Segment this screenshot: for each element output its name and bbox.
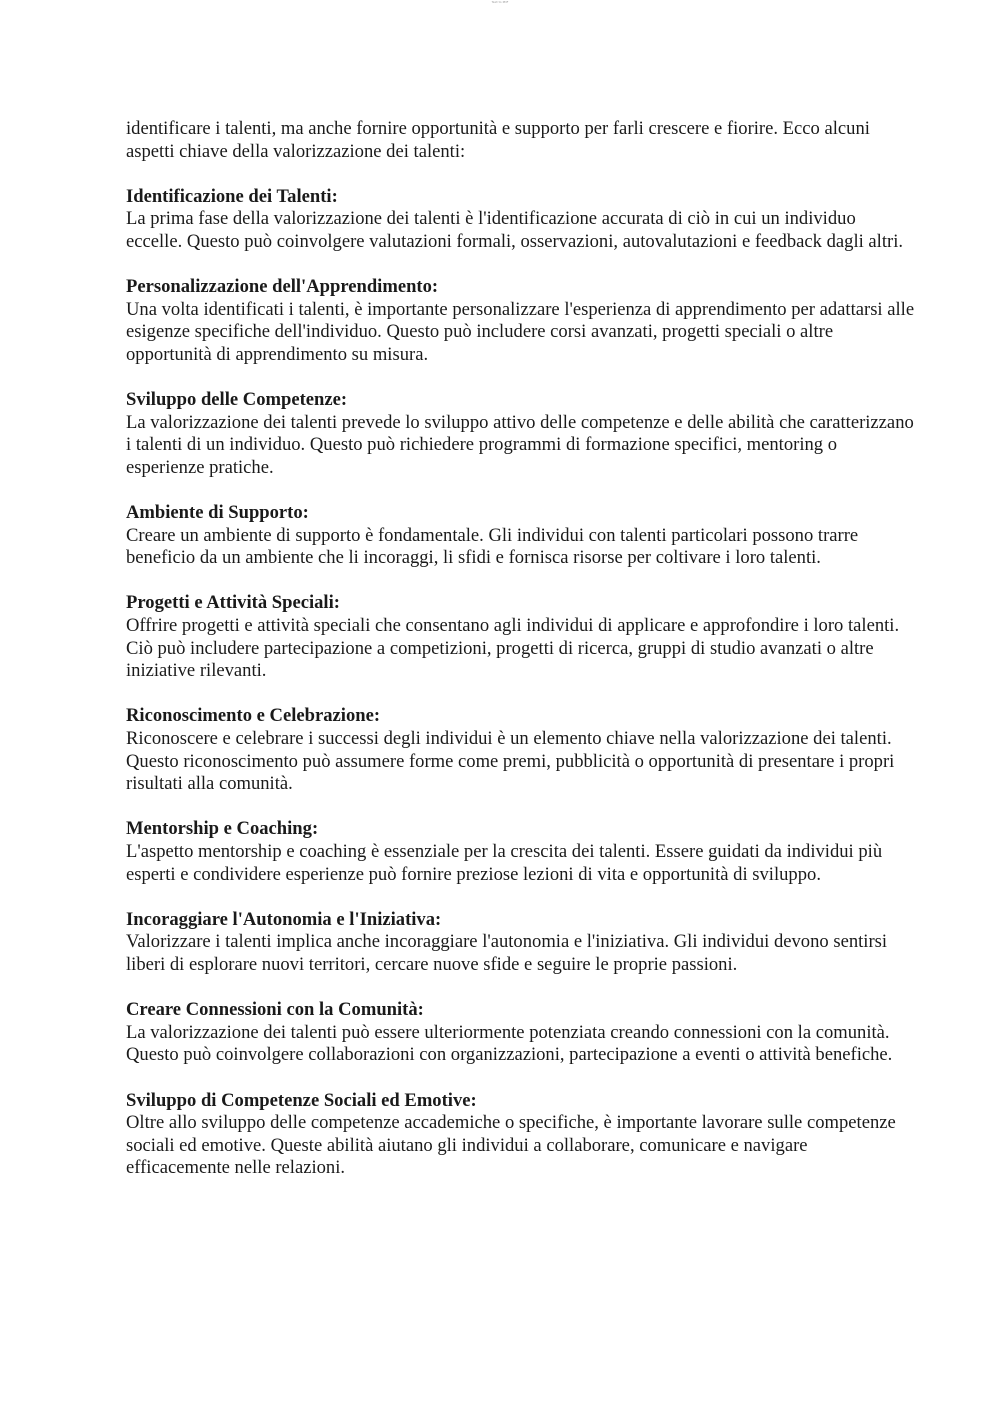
page-header-mark: Text to PDF [491, 0, 509, 4]
section-progetti-speciali [126, 592, 916, 682]
section-body: La prima fase della valorizzazione dei talenti è l'identificazione accurata di ciò in cui un individuo eccelle. Questo può coinvolgere valutazioni formali, osservazioni, autovalutazioni e feedback dagli altri. [126, 208, 904, 252]
section-identificazione [126, 186, 916, 254]
section-body: Creare un ambiente di supporto è fondamentale. Gli individui con talenti particolari possono trarre beneficio da un ambiente che li incoraggi, li sfidi e fornisca risorse per coltivare i loro talenti. [126, 524, 859, 569]
section-riconoscimento [126, 705, 916, 795]
section-personalizzazione [126, 276, 916, 366]
section-heading: Sviluppo di Competenze Sociali ed Emotive: [126, 1089, 477, 1111]
section-autonomia [126, 909, 916, 977]
section-heading: Creare Connessioni con la Comunità: [126, 999, 424, 1021]
section-ambiente-supporto [126, 502, 916, 570]
section-body: Offrire progetti e attività speciali che consentano agli individui di applicare e approfondire i loro talenti. Ciò può includere partecipazione a competizioni, progetti di ricerca, gruppi di studio avanzati o altre iniziative rilevanti. [126, 615, 900, 682]
section-heading: Identificazione dei Talenti: [126, 185, 338, 207]
section-body: Oltre allo sviluppo delle competenze accademiche o specifiche, è importante lavorare sulle competenze sociali ed emotive. Queste abilità aiutano gli individui a collaborare, comunicare e navigare efficacemente nelle relazioni. [126, 1112, 896, 1179]
section-body: L'aspetto mentorship e coaching è essenziale per la crescita dei talenti. Essere guidati da individui più esperti e condividere esperienze può fornire preziose lezioni di vita e opportunità di sviluppo. [126, 841, 883, 885]
document-page [126, 118, 916, 1180]
section-sviluppo-competenze [126, 389, 916, 479]
section-body: La valorizzazione dei talenti può essere ulteriormente potenziata creando connessioni con la comunità. Questo può coinvolgere collaborazioni con organizzazioni, partecipazione a eventi o attività benefiche. [126, 1021, 893, 1066]
section-body: La valorizzazione dei talenti prevede lo sviluppo attivo delle competenze e delle abilità che caratterizzano i talenti di un individuo. Questo può richiedere programmi di formazione specifici, mentoring o esperienze pratiche. [126, 411, 914, 478]
section-heading: Progetti e Attività Speciali: [126, 592, 340, 614]
section-competenze-sociali [126, 1090, 916, 1180]
section-heading: Personalizzazione dell'Apprendimento: [126, 276, 439, 298]
section-heading: Mentorship e Coaching: [126, 818, 319, 840]
section-connessioni-comunita [126, 999, 916, 1067]
section-heading: Riconoscimento e Celebrazione: [126, 705, 381, 727]
section-body: Riconoscere e celebrare i successi degli individui è un elemento chiave nella valorizzazione dei talenti. Questo riconoscimento può assumere forme come premi, pubblicità o opportunità di presentare i propri risultati alla comunità. [126, 728, 895, 795]
section-heading: Sviluppo delle Competenze: [126, 389, 348, 411]
intro-paragraph: identificare i talenti, ma anche fornire opportunità e supporto per farli crescere e fiorire. Ecco alcuni aspetti chiave della valorizzazione dei talenti: [126, 118, 870, 162]
section-heading: Incoraggiare l'Autonomia e l'Iniziativa: [126, 908, 442, 930]
section-heading: Ambiente di Supporto: [126, 502, 309, 524]
section-mentorship [126, 818, 916, 886]
section-body: Una volta identificati i talenti, è importante personalizzare l'esperienza di apprendimento per adattarsi alle esigenze specifiche dell'individuo. Questo può includere corsi avanzati, progetti speciali o altre opportunità di apprendimento su misura. [126, 298, 915, 365]
section-body: Valorizzare i talenti implica anche incoraggiare l'autonomia e l'iniziativa. Gli individui devono sentirsi liberi di esplorare nuovi territori, cercare nuove sfide e seguire le proprie passioni. [126, 931, 888, 975]
